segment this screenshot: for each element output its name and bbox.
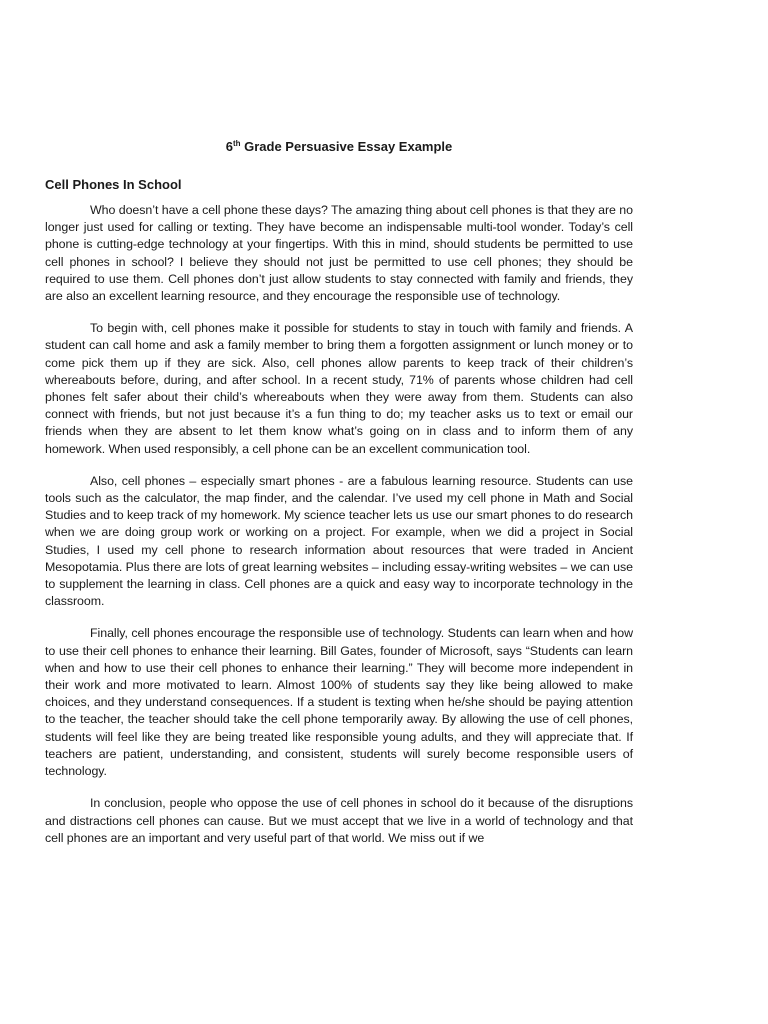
essay-heading: Cell Phones In School [45, 177, 182, 192]
document-title [45, 138, 633, 155]
essay-paragraph-body-1: To begin with, cell phones make it possible for students to stay in touch with family and friends. A student can call home and ask a family member to bring them a forgotten assignment or lunch money or to come pick them up if they are sick. Also, cell phones allow parents to keep track of their children’s whereabouts before, during, and after school. In a recent study, 71% of parents whose children had cell phones felt safer about their child’s whereabouts when they were away from them. Students can also connect with friends, but not just because it’s a fun thing to do; my teacher asks us to text or email our friends when they are absent to let them know what’s going on in class and to inform them of any homework. When used responsibly, a cell phone can be an excellent communication tool. [45, 321, 633, 456]
title-number: 6 [225, 139, 233, 154]
document-page [45, 138, 633, 862]
essay-paragraph-body-2: Also, cell phones – especially smart phones - are a fabulous learning resource. Students can use tools such as the calculator, the map finder, and the calendar. I’ve used my cell phone in Math and Social Studies and to keep track of my homework. My science teacher lets us use our smart phones to do research when we are doing group work or working on a project. For example, when we did a project in Social Studies, I used my cell phone to research information about resources that were traded in Ancient Mesopotamia. Plus there are lots of great learning websites – including essay-writing websites – we can use to supplement the learning in class. Cell phones are a quick and easy way to incorporate technology in the classroom. [45, 473, 633, 609]
essay-paragraph-body-3: Finally, cell phones encourage the responsible use of technology. Students can learn when and how to use their cell phones to enhance their learning. Bill Gates, founder of Microsoft, says “Students can learn when and how to use their cell phones to enhance their learning.” They will become more independent in their work and more motivated to learn. Almost 100% of students say they like being allowed to make choices, and they understand consequences. If a student is texting when he/she should be paying attention to the teacher, the teacher should take the cell phone temporarily away. By allowing the use of cell phones, students will feel like they are being treated like responsible young adults, and they will appreciate that. If teachers are patient, understanding, and consistent, students will surely become responsible users of technology. [45, 626, 633, 779]
essay-paragraph-conclusion: In conclusion, people who oppose the use of cell phones in school do it because of the disruptions and distractions cell phones can cause. But we must accept that we live in a world of technology and that cell phones are an important and very useful part of that world. We miss out if we [45, 796, 633, 845]
title-text: Grade Persuasive Essay Example [240, 139, 453, 154]
title-ordinal-suffix: th [232, 139, 241, 148]
essay-paragraph-intro: Who doesn’t have a cell phone these days? The amazing thing about cell phones is that they are no longer just used for calling or texting. They have become an indispensable multi-tool wonder. Today’s cell phone is cutting-edge technology at your fingertips. With this in mind, should students be permitted to use cell phones in school? I believe they should not just be permitted to use cell phones; they should be required to use them. Cell phones don’t just allow students to stay connected with family and friends, they are also an excellent learning resource, and they encourage the responsible use of technology. [45, 203, 633, 304]
